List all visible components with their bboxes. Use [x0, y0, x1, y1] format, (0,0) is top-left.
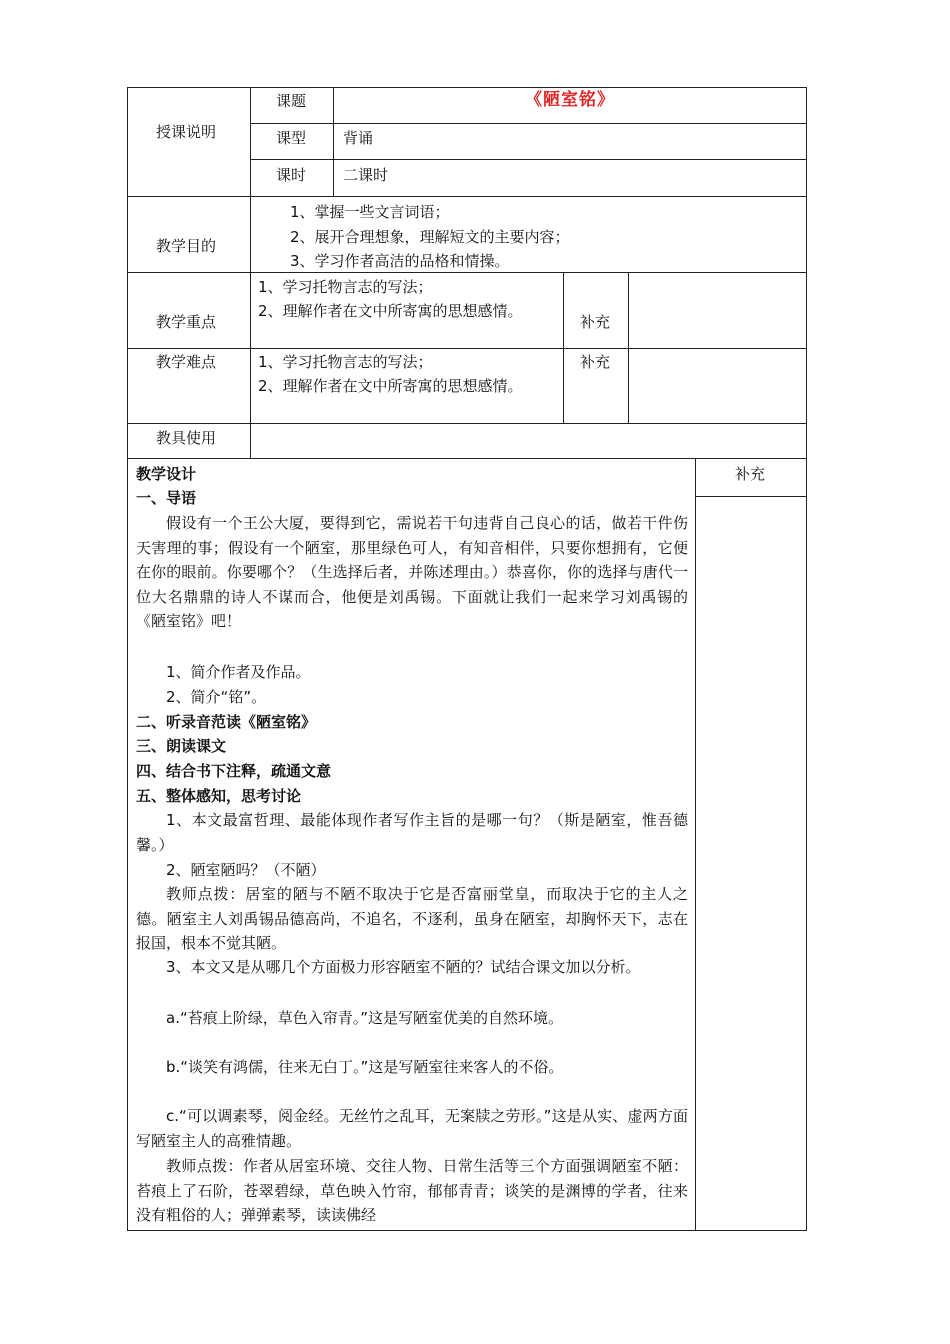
key-points-supplement: 补充: [580, 313, 611, 331]
goals-label: 教学目的: [156, 237, 217, 255]
section-4-heading: 四、结合书下注释，疏通文意: [136, 762, 332, 780]
hours-label: 课时: [276, 166, 307, 184]
lesson-title: 《陋室铭》: [525, 90, 615, 110]
row-divider-5: [127, 458, 807, 459]
teacher-tip-2: 教师点拨：作者从居室环境、交往人物、日常生活等三个方面强调陋室不陋：苔痕上了石阶，苍翠碧绿，草色映入竹帘，郁郁青青；谈笑的是渊博的学者，往来没有粗俗的人；弹弹素琴，读读佛经: [136, 1157, 688, 1224]
design-heading: 教学设计: [136, 465, 197, 483]
key-points-label: 教学重点: [156, 313, 217, 331]
intro-paragraph: 假设有一个王公大厦，要得到它，需说若干句违背自己良心的话，做若干件伤天害理的事；假设有一个陋室，那里绿色可人，有知音相伴，只要你想拥有，它便在你的眼前。你要哪个？（生选择后者，并陈述理由。）恭喜你，你的选择与唐代一位大名鼎鼎的诗人不谋而合，他便是刘禹锡。下面就让我们一起来学习刘禹锡的《陋室铭》吧！: [136, 514, 688, 630]
goal-item-3: 3、学习作者高洁的品格和情操。: [290, 252, 510, 270]
goal-item-1: 1、掌握一些文言词语；: [290, 203, 450, 221]
info-row-divider-2: [250, 159, 806, 160]
question-1: 1、本文最富哲理、最能体现作者写作主旨的是哪一句？（斯是陋室，惟吾德馨。）: [136, 811, 688, 854]
row-divider-4: [127, 423, 807, 424]
difficulty-1: 1、学习托物言志的写法；: [258, 353, 433, 371]
border-bottom: [127, 1230, 807, 1231]
design-supplement: 补充: [735, 465, 766, 483]
difficulties-supplement: 补充: [580, 353, 611, 371]
key-point-1: 1、学习托物言志的写法；: [258, 278, 433, 296]
row-divider-3: [127, 348, 807, 349]
section-label-info: 授课说明: [156, 123, 217, 141]
hours-value: 二课时: [343, 166, 389, 184]
row-divider-2: [127, 272, 807, 273]
topic-label: 课题: [276, 92, 307, 110]
row-divider-1: [127, 196, 807, 197]
question-2: 2、陋室陋吗？（不陋）: [166, 861, 326, 879]
type-value: 背诵: [343, 129, 374, 147]
info-col-divider: [333, 87, 334, 196]
type-label: 课型: [276, 129, 307, 147]
goal-item-2: 2、展开合理想象，理解短文的主要内容；: [290, 228, 570, 246]
intro-item-1: 1、简介作者及作品。: [166, 663, 311, 681]
design-col-divider: [695, 458, 696, 1231]
question-3: 3、本文又是从哪几个方面极力形容陋室不陋的？试结合课文加以分析。: [166, 958, 641, 976]
tools-label: 教具使用: [156, 429, 217, 447]
difficulty-2: 2、理解作者在文中所寄寓的思想感情。: [258, 377, 523, 395]
answer-a: a.“苔痕上阶绿，草色入帘青。”这是写陋室优美的自然环境。: [166, 1009, 564, 1027]
section-1-heading: 一、导语: [136, 489, 197, 507]
teacher-tip-1: 教师点拨：居室的陋与不陋不取决于它是否富丽堂皇，而取决于它的主人之德。陋室主人刘禹锡品德高尚，不追名，不逐利，虽身在陋室，却胸怀天下，志在报国，根本不觉其陋。: [136, 885, 688, 952]
section-5-heading: 五、整体感知，思考讨论: [136, 787, 302, 805]
section-2-heading: 二、听录音范读《陋室铭》: [136, 713, 317, 731]
info-row-divider-1: [250, 123, 806, 124]
border-left: [127, 87, 128, 1231]
border-right: [806, 87, 807, 1231]
difficulties-label: 教学难点: [156, 353, 217, 371]
answer-c: c.“可以调素琴，阅金经。无丝竹之乱耳，无案牍之劳形。”这是从实、虚两方面写陋室主人的高雅情趣。: [136, 1107, 688, 1150]
supp-row-divider: [695, 496, 806, 497]
intro-item-2: 2、简介“铭”。: [166, 688, 267, 706]
key-point-2: 2、理解作者在文中所寄寓的思想感情。: [258, 302, 523, 320]
border-top: [127, 87, 807, 88]
section-3-heading: 三、朗读课文: [136, 737, 227, 755]
answer-b: b.“谈笑有鸿儒，往来无白丁。”这是写陋室往来客人的不俗。: [166, 1058, 564, 1076]
